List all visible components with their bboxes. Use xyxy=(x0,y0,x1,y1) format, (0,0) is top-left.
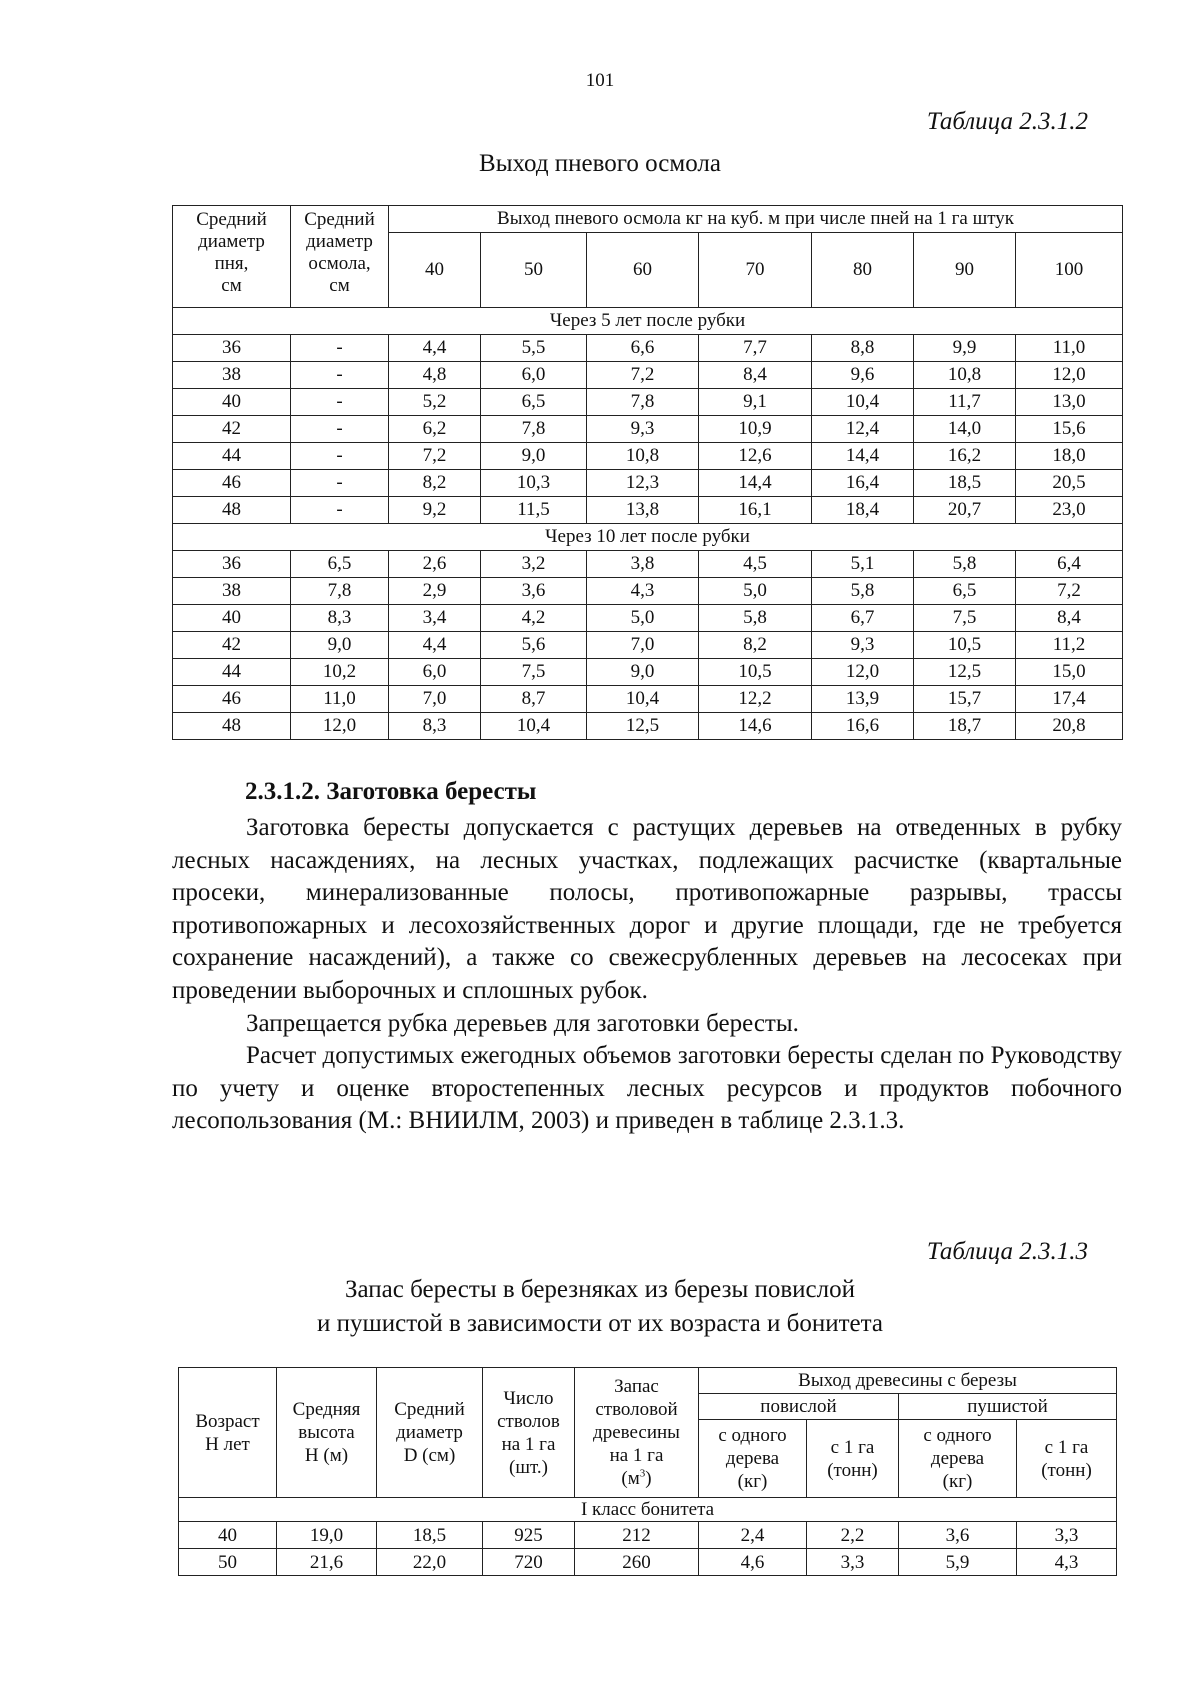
table-cell: 20,7 xyxy=(914,497,1016,524)
table-cell: 6,5 xyxy=(291,551,389,578)
table-cell: 18,0 xyxy=(1016,443,1123,470)
table-cell: 4,4 xyxy=(389,632,481,659)
header-stump-diameter: Средний диаметр пня, см xyxy=(173,206,291,308)
table-cell: 42 xyxy=(173,632,291,659)
header-age: Возраст Н лет xyxy=(179,1368,277,1498)
table-cell: 5,0 xyxy=(587,605,699,632)
table-cell: 5,0 xyxy=(699,578,812,605)
table-cell: 6,4 xyxy=(1016,551,1123,578)
table-cell: 20,5 xyxy=(1016,470,1123,497)
table-cell: 46 xyxy=(173,686,291,713)
header-count: 50 xyxy=(481,233,587,308)
table-cell: 925 xyxy=(483,1522,575,1549)
table-row xyxy=(173,713,1123,740)
table-cell: 7,0 xyxy=(587,632,699,659)
table-cell: 10,5 xyxy=(699,659,812,686)
table-row xyxy=(173,335,1123,362)
table-cell: 3,6 xyxy=(899,1522,1017,1549)
table-row xyxy=(173,686,1123,713)
table-cell: 8,7 xyxy=(481,686,587,713)
table-cell: 4,4 xyxy=(389,335,481,362)
table-cell: 7,8 xyxy=(587,389,699,416)
table-cell: 11,0 xyxy=(1016,335,1123,362)
table-cell: 46 xyxy=(173,470,291,497)
table-cell: 8,8 xyxy=(812,335,914,362)
table-row xyxy=(179,1522,1117,1549)
table-cell: 15,7 xyxy=(914,686,1016,713)
table-cell: 5,8 xyxy=(699,605,812,632)
section-title: Через 5 лет после рубки xyxy=(173,308,1123,335)
table-cell: 9,0 xyxy=(481,443,587,470)
table-cell: 7,5 xyxy=(481,659,587,686)
table-cell: 23,0 xyxy=(1016,497,1123,524)
header-per-tree: с одного дерева (кг) xyxy=(899,1420,1017,1498)
header-count: 60 xyxy=(587,233,699,308)
page-number: 101 xyxy=(585,70,615,91)
table-cell: 20,8 xyxy=(1016,713,1123,740)
table-cell: 5,5 xyxy=(481,335,587,362)
table-cell: 9,0 xyxy=(291,632,389,659)
table-cell: 22,0 xyxy=(377,1549,483,1576)
section-row xyxy=(173,524,1123,551)
header-count: 70 xyxy=(699,233,812,308)
table-cell: 18,7 xyxy=(914,713,1016,740)
table-cell: 50 xyxy=(179,1549,277,1576)
header-count: 90 xyxy=(914,233,1016,308)
table1-title: Выход пневого осмола xyxy=(479,150,721,177)
table-cell: 11,2 xyxy=(1016,632,1123,659)
table-row xyxy=(173,362,1123,389)
table-cell: 48 xyxy=(173,713,291,740)
paragraph: Заготовка бересты допускается с растущих деревьев на отведенных в рубку лесных насаждениях, на лесных участках, подлежащих расчистке (квартальные просеки, минерализованные полосы, противопожарные разрывы, трассы противопожарных и лесохозяйственных дорог и другие площади, где не требуется сохранение насаждений), а также со свежесрубленных деревьев на лесосеках при проведении выборочных и сплошных рубок. xyxy=(172,814,1122,1004)
table-cell: 8,2 xyxy=(389,470,481,497)
table-cell: 5,1 xyxy=(812,551,914,578)
table-cell: 7,8 xyxy=(481,416,587,443)
table-cell: 10,4 xyxy=(587,686,699,713)
table-row xyxy=(173,551,1123,578)
table-cell: 7,2 xyxy=(587,362,699,389)
table-cell: 36 xyxy=(173,551,291,578)
table-cell: 7,8 xyxy=(291,578,389,605)
table-cell: 16,4 xyxy=(812,470,914,497)
table-cell: 16,1 xyxy=(699,497,812,524)
table-cell: - xyxy=(291,470,389,497)
table-cell: 3,8 xyxy=(587,551,699,578)
table-cell: 720 xyxy=(483,1549,575,1576)
table-row xyxy=(173,389,1123,416)
table-cell: 7,0 xyxy=(389,686,481,713)
table-cell: 8,3 xyxy=(291,605,389,632)
table-cell: 5,2 xyxy=(389,389,481,416)
table-cell: 8,3 xyxy=(389,713,481,740)
table-cell: 18,5 xyxy=(377,1522,483,1549)
table-cell: 19,0 xyxy=(277,1522,377,1549)
table-cell: 3,3 xyxy=(1017,1522,1117,1549)
table-row xyxy=(173,659,1123,686)
table-cell: 9,3 xyxy=(812,632,914,659)
table2-label: Таблица 2.3.1.3 xyxy=(926,1238,1088,1265)
table-row xyxy=(173,632,1123,659)
section-body xyxy=(172,812,1122,1138)
paragraph: Расчет допустимых ежегодных объемов заготовки бересты сделан по Руководству по учету и оценке второстепенных лесных ресурсов и продуктов побочного лесопользования (М.: ВНИИЛМ, 2003) и приведен в таблице 2.3.1.3. xyxy=(172,1042,1122,1135)
table-cell: 16,6 xyxy=(812,713,914,740)
table-cell: 9,2 xyxy=(389,497,481,524)
table-cell: 17,4 xyxy=(1016,686,1123,713)
table-cell: 12,0 xyxy=(1016,362,1123,389)
table-cell: 16,2 xyxy=(914,443,1016,470)
section-row xyxy=(173,308,1123,335)
table-cell: 18,5 xyxy=(914,470,1016,497)
table-cell: - xyxy=(291,389,389,416)
table-cell: 8,2 xyxy=(699,632,812,659)
table-cell: 3,6 xyxy=(481,578,587,605)
table-cell: 10,3 xyxy=(481,470,587,497)
table-cell: 44 xyxy=(173,659,291,686)
table-cell: 3,2 xyxy=(481,551,587,578)
section-row xyxy=(179,1498,1117,1522)
table-cell: 4,2 xyxy=(481,605,587,632)
table-cell: 12,0 xyxy=(291,713,389,740)
table-cell: 8,4 xyxy=(1016,605,1123,632)
table-cell: 10,8 xyxy=(587,443,699,470)
header-count: 40 xyxy=(389,233,481,308)
table-cell: 5,8 xyxy=(914,551,1016,578)
header-stock: Запас стволовой древесины на 1 га $(м^3)$ xyxy=(575,1368,699,1498)
table-cell: 11,5 xyxy=(481,497,587,524)
table-cell: 14,6 xyxy=(699,713,812,740)
table-cell: 12,0 xyxy=(812,659,914,686)
table-cell: - xyxy=(291,362,389,389)
section-heading: 2.3.1.2. Заготовка бересты xyxy=(245,778,537,805)
header-silver-birch: повислой xyxy=(699,1394,899,1420)
table1-label: Таблица 2.3.1.2 xyxy=(926,108,1088,135)
table-cell: 4,6 xyxy=(699,1549,807,1576)
header-diameter: Средний диаметр D (см) xyxy=(377,1368,483,1498)
table-row xyxy=(179,1549,1117,1576)
table-cell: 4,3 xyxy=(1017,1549,1117,1576)
table-cell: 2,4 xyxy=(699,1522,807,1549)
table-row xyxy=(173,470,1123,497)
table-cell: 36 xyxy=(173,335,291,362)
table-cell: 9,1 xyxy=(699,389,812,416)
table-cell: 7,5 xyxy=(914,605,1016,632)
table-cell: 11,0 xyxy=(291,686,389,713)
table-cell: 12,5 xyxy=(587,713,699,740)
table-cell: 40 xyxy=(173,389,291,416)
table-cell: 10,5 xyxy=(914,632,1016,659)
table-cell: 2,9 xyxy=(389,578,481,605)
table-cell: 12,4 xyxy=(812,416,914,443)
table-cell: 4,5 xyxy=(699,551,812,578)
table-row xyxy=(173,497,1123,524)
table-cell: 5,8 xyxy=(812,578,914,605)
table-cell: 7,2 xyxy=(389,443,481,470)
table-cell: 6,2 xyxy=(389,416,481,443)
table-row xyxy=(173,416,1123,443)
table-cell: 6,5 xyxy=(914,578,1016,605)
table-cell: 14,4 xyxy=(699,470,812,497)
table-cell: 6,7 xyxy=(812,605,914,632)
table-cell: 9,6 xyxy=(812,362,914,389)
table-cell: 13,8 xyxy=(587,497,699,524)
header-stems: Число стволов на 1 га (шт.) xyxy=(483,1368,575,1498)
table-cell: 7,2 xyxy=(1016,578,1123,605)
table-cell: 14,4 xyxy=(812,443,914,470)
table-cell: 4,8 xyxy=(389,362,481,389)
table-cell: 2,2 xyxy=(807,1522,899,1549)
table-cell: 10,8 xyxy=(914,362,1016,389)
table-cell: 8,4 xyxy=(699,362,812,389)
table-cell: 10,4 xyxy=(812,389,914,416)
table2-title-line2: и пушистой в зависимости от их возраста и бонитета xyxy=(317,1310,883,1337)
table-cell: - xyxy=(291,443,389,470)
table-cell: 42 xyxy=(173,416,291,443)
table-cell: 9,0 xyxy=(587,659,699,686)
table-cell: 9,9 xyxy=(914,335,1016,362)
table-cell: - xyxy=(291,416,389,443)
table2-title-line1: Запас бересты в березняках из березы повислой xyxy=(344,1276,856,1303)
table-cell: 10,2 xyxy=(291,659,389,686)
header-downy-birch: пушистой xyxy=(899,1394,1117,1420)
table-cell: 3,3 xyxy=(807,1549,899,1576)
table-cell: 7,7 xyxy=(699,335,812,362)
birch-bark-table xyxy=(178,1367,1117,1576)
header-count: 100 xyxy=(1016,233,1123,308)
table-cell: 13,0 xyxy=(1016,389,1123,416)
table-cell: 21,6 xyxy=(277,1549,377,1576)
table-cell: 14,0 xyxy=(914,416,1016,443)
table-cell: 15,0 xyxy=(1016,659,1123,686)
table-cell: 12,6 xyxy=(699,443,812,470)
table-cell: 15,6 xyxy=(1016,416,1123,443)
table-cell: 13,9 xyxy=(812,686,914,713)
table-cell: 44 xyxy=(173,443,291,470)
table-cell: 10,4 xyxy=(481,713,587,740)
table-cell: 11,7 xyxy=(914,389,1016,416)
table-cell: 6,0 xyxy=(389,659,481,686)
table-cell: 260 xyxy=(575,1549,699,1576)
table-cell: 212 xyxy=(575,1522,699,1549)
table-cell: - xyxy=(291,497,389,524)
table-cell: 12,3 xyxy=(587,470,699,497)
header-resin-diameter: Средний диаметр осмола, см xyxy=(291,206,389,308)
table-cell: 2,6 xyxy=(389,551,481,578)
table-cell: 10,9 xyxy=(699,416,812,443)
table-row xyxy=(173,578,1123,605)
table-cell: 18,4 xyxy=(812,497,914,524)
header-per-tree: с одного дерева (кг) xyxy=(699,1420,807,1498)
section-title: Через 10 лет после рубки xyxy=(173,524,1123,551)
table-cell: 38 xyxy=(173,578,291,605)
table-cell: 5,9 xyxy=(899,1549,1017,1576)
table-cell: 3,4 xyxy=(389,605,481,632)
table-cell: 40 xyxy=(173,605,291,632)
table-cell: 6,5 xyxy=(481,389,587,416)
table-cell: - xyxy=(291,335,389,362)
table-cell: 12,5 xyxy=(914,659,1016,686)
header-per-ha: с 1 га (тонн) xyxy=(1017,1420,1117,1498)
header-resin-yield-group: Выход пневого осмола кг на куб. м при числе пней на 1 га штук xyxy=(389,206,1123,233)
table-cell: 12,2 xyxy=(699,686,812,713)
paragraph: Запрещается рубка деревьев для заготовки бересты. xyxy=(246,1009,799,1037)
table-cell: 9,3 xyxy=(587,416,699,443)
table-row xyxy=(173,443,1123,470)
section-title: I класс бонитета xyxy=(179,1498,1117,1522)
table-cell: 40 xyxy=(179,1522,277,1549)
table-cell: 6,6 xyxy=(587,335,699,362)
header-per-ha: с 1 га (тонн) xyxy=(807,1420,899,1498)
table-cell: 4,3 xyxy=(587,578,699,605)
table-cell: 5,6 xyxy=(481,632,587,659)
header-wood-yield-group: Выход древесины с березы xyxy=(699,1368,1117,1394)
table-cell: 48 xyxy=(173,497,291,524)
table-cell: 6,0 xyxy=(481,362,587,389)
header-count: 80 xyxy=(812,233,914,308)
table-cell: 38 xyxy=(173,362,291,389)
stump-resin-table-body xyxy=(173,308,1123,740)
header-height: Средняя высота Н (м) xyxy=(277,1368,377,1498)
table-row xyxy=(173,605,1123,632)
birch-bark-table-body xyxy=(179,1498,1117,1576)
stump-resin-table xyxy=(172,205,1123,740)
